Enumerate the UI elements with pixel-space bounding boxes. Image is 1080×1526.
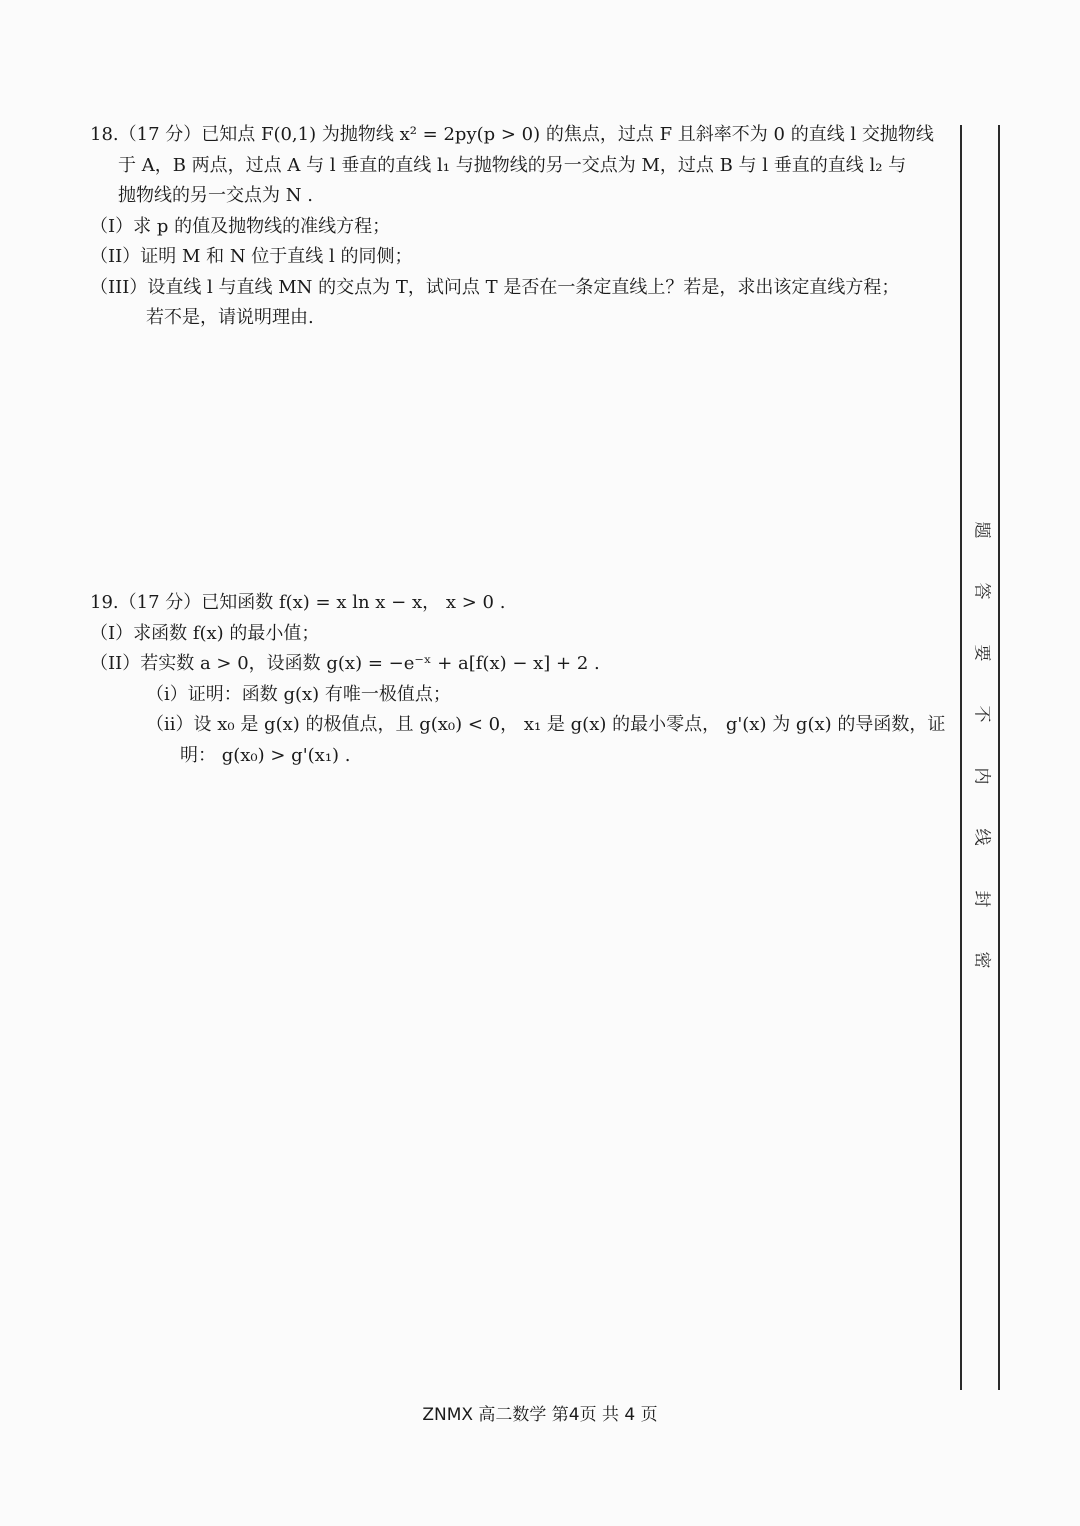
q18-part-3-line1: （III）设直线 l 与直线 MN 的交点为 T，试问点 T 是否在一条定直线上？若是，求出该定直线方程；	[90, 276, 900, 298]
question-18	[90, 120, 935, 334]
page-footer: ZNMX 高二数学 第4页 共 4 页	[422, 1405, 658, 1425]
q19-part-2-ii-line1: （ii）设 x₀ 是 g(x) 的极值点，且 g(x₀) < 0， x₁ 是 g(x) 的最小零点， g'(x) 为 g(x) 的导函数，证	[146, 714, 946, 735]
q19-part-2: （II）若实数 a > 0，设函数 g(x) = −e⁻ˣ + a[f(x) − x] + 2 .	[90, 653, 600, 674]
seal-char: 不	[971, 705, 991, 723]
q18-stem-line1: 18.（17 分）已知点 F(0,1) 为抛物线 x² = 2py(p > 0) 的焦点，过点 F 且斜率不为 0 的直线 l 交抛物线	[90, 124, 934, 145]
question-19	[90, 588, 946, 771]
q18-stem-line3: 抛物线的另一交点为 N .	[118, 185, 313, 206]
q18-part-3-line2: 若不是，请说明理由.	[146, 307, 314, 328]
q19-stem: 19.（17 分）已知函数 f(x) = x ln x − x， x > 0 .	[90, 592, 506, 613]
q19-part-1: （I）求函数 f(x) 的最小值；	[90, 622, 320, 644]
q19-part-2-i: （i）证明：函数 g(x) 有唯一极值点；	[146, 683, 451, 705]
seal-char: 内	[971, 767, 991, 785]
q18-part-2: （II）证明 M 和 N 位于直线 l 的同侧；	[90, 246, 413, 267]
seal-char: 要	[971, 644, 991, 662]
seal-char: 密	[971, 951, 991, 969]
seal-char: 题	[971, 521, 991, 539]
seal-char: 线	[971, 828, 991, 846]
q19-part-2-ii-line2: 明： g(x₀) > g'(x₁) .	[180, 744, 351, 766]
seal-char: 答	[971, 582, 991, 600]
seal-line-outer	[998, 125, 1000, 1390]
seal-char: 封	[971, 890, 991, 908]
q18-stem-line2: 于 A，B 两点，过点 A 与 l 垂直的直线 l₁ 与抛物线的另一交点为 M，过点 B 与 l 垂直的直线 l₂ 与	[118, 154, 907, 176]
seal-line-inner	[960, 125, 962, 1390]
q18-part-1: （I）求 p 的值及抛物线的准线方程；	[90, 215, 391, 237]
seal-notice	[968, 520, 994, 970]
